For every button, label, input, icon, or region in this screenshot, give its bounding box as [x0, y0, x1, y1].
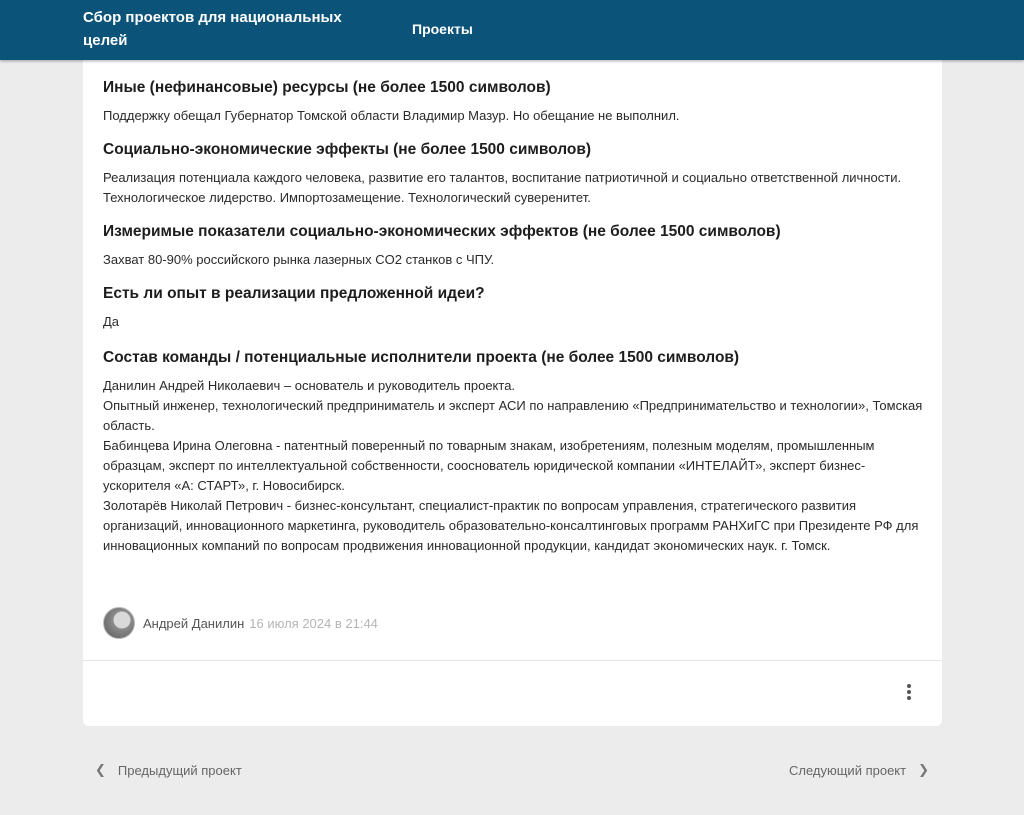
section-text-measurable-indicators: Захват 80-90% российского рынка лазерных CO2 станков с ЧПУ.	[103, 252, 495, 267]
avatar[interactable]	[103, 607, 135, 639]
section-text-socioeconomic-effects: Реализация потенциала каждого человека, развитие его талантов, воспитание патриотичной и социально ответственной личности. Технологическое лидерство. Импортозамещение. Технологический суверенитет.	[103, 170, 902, 205]
previous-project-label: Предыдущий проект	[117, 762, 242, 778]
chevron-right-icon: ❯	[918, 762, 929, 777]
author-info	[103, 607, 378, 639]
section-text-experience: Да	[103, 314, 120, 329]
section-heading-experience: Есть ли опыт в реализации предложенной идеи?	[103, 285, 485, 302]
more-vertical-icon	[907, 684, 911, 688]
project-card	[83, 40, 942, 726]
next-project-label: Следующий проект	[788, 762, 907, 778]
nav-projects-link[interactable]: Проекты	[412, 21, 473, 37]
previous-project-link[interactable]	[95, 762, 242, 778]
section-heading-team: Состав команды / потенциальные исполнители проекта (не более 1500 символов)	[103, 349, 740, 366]
project-details	[103, 76, 923, 568]
section-text-team: Данилин Андрей Николаевич – основатель и руководитель проекта. Опытный инженер, технологический предприниматель и эксперт АСИ по направлению «Предпринимательство и технологии», Томская область. Бабинцева Ирина Олеговна - патентный поверенный по товарным знакам, изобретениям, полезным моделям, промышленным образцам, эксперт по интеллектуальной собственности, сооснователь юридической компании «ИНТЕЛАЙТ», эксперт бизнес-ускорителя «А: СТАРТ», г. Новосибирск. Золотарёв Николай Петрович - бизнес-консультант, специалист-практик по вопросам управления, стратегического развития организаций, инновационного маркетинга, руководитель образовательно-консалтинговых программ РАНХиГС при Президенте РФ для инновационных компаний по вопросам продвижения инновационной продукции, кандидат экономических наук. г. Томск.	[103, 378, 923, 553]
post-date: 16 июля 2024 в 21:44	[249, 615, 378, 631]
card-divider	[83, 660, 942, 661]
section-heading-measurable-indicators: Измеримые показатели социально-экономических эффектов (не более 1500 символов)	[103, 223, 781, 240]
section-heading-nonfinancial-resources: Иные (нефинансовые) ресурсы (не более 1500 символов)	[103, 79, 551, 96]
next-project-link[interactable]	[789, 762, 929, 778]
more-options-button[interactable]	[901, 682, 917, 704]
top-navigation-bar	[0, 0, 1024, 60]
author-name[interactable]: Андрей Данилин	[143, 615, 245, 631]
site-title[interactable]: Сбор проектов для национальных целей	[83, 9, 342, 49]
chevron-left-icon: ❮	[95, 762, 106, 777]
section-heading-socioeconomic-effects: Социально-экономические эффекты (не более 1500 символов)	[103, 141, 592, 158]
section-text-nonfinancial-resources: Поддержку обещал Губернатор Томской области Владимир Мазур. Но обещание не выполнил.	[103, 108, 680, 123]
